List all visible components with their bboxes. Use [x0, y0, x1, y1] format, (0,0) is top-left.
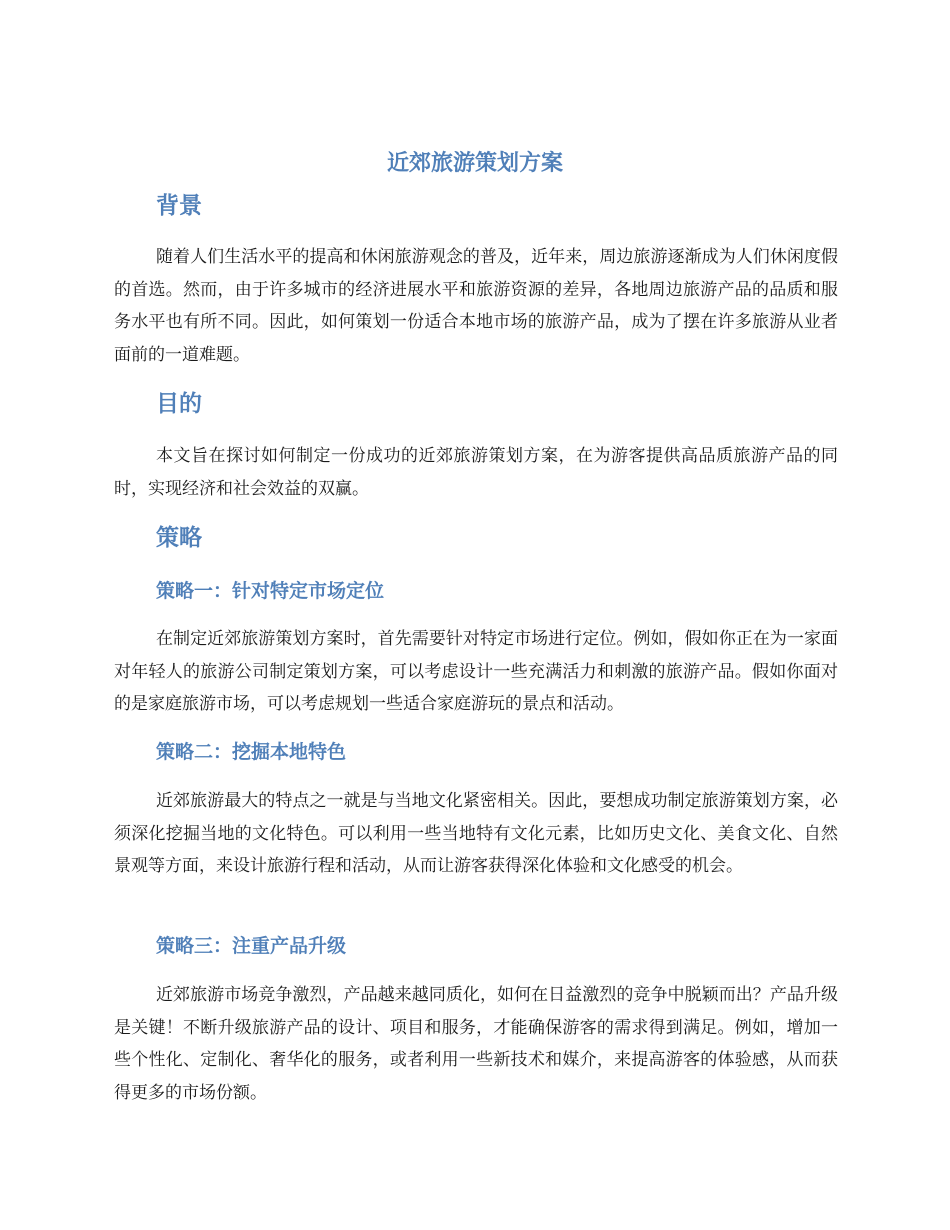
paragraph-strategy-2: 近郊旅游最大的特点之一就是与当地文化紧密相关。因此，要想成功制定旅游策划方案，必须深化挖掘当地的文化特色。可以利用一些当地特有文化元素，比如历史文化、美食文化、自然景观等方面，来设计旅游行程和活动，从而让游客获得深化体验和文化感受的机会。	[114, 791, 838, 876]
paragraph-background: 随着人们生活水平的提高和休闲旅游观念的普及，近年来，周边旅游逐渐成为人们休闲度假的首选。然而，由于许多城市的经济进展水平和旅游资源的差异，各地周边旅游产品的品质和服务水平也有所不同。因此，如何策划一份适合本地市场的旅游产品，成为了摆在许多旅游从业者面前的一道难题。	[114, 247, 838, 365]
section-heading-strategy: 策略	[156, 525, 202, 551]
section-heading-background: 背景	[156, 193, 202, 219]
subsection-heading-strategy-1: 策略一：针对特定市场定位	[156, 580, 385, 602]
section-heading-purpose: 目的	[156, 391, 202, 417]
document-title: 近郊旅游策划方案	[386, 151, 563, 176]
paragraph-strategy-1: 在制定近郊旅游策划方案时，首先需要针对特定市场进行定位。例如，假如你正在为一家面对年轻人的旅游公司制定策划方案，可以考虑设计一些充满活力和刺激的旅游产品。假如你面对的是家庭旅游市场，可以考虑规划一些适合家庭游玩的景点和活动。	[114, 629, 838, 714]
subsection-heading-strategy-3: 策略三：注重产品升级	[156, 935, 347, 957]
paragraph-purpose: 本文旨在探讨如何制定一份成功的近郊旅游策划方案，在为游客提供高品质旅游产品的同时，实现经济和社会效益的双赢。	[114, 446, 838, 499]
paragraph-strategy-3: 近郊旅游市场竞争激烈，产品越来越同质化，如何在日益激烈的竞争中脱颖而出？产品升级是关键！不断升级旅游产品的设计、项目和服务，才能确保游客的需求得到满足。例如，增加一些个性化、定制化、奢华化的服务，或者利用一些新技术和媒介，来提高游客的体验感，从而获得更多的市场份额。	[114, 985, 838, 1103]
subsection-heading-strategy-2: 策略二：挖掘本地特色	[156, 741, 347, 763]
